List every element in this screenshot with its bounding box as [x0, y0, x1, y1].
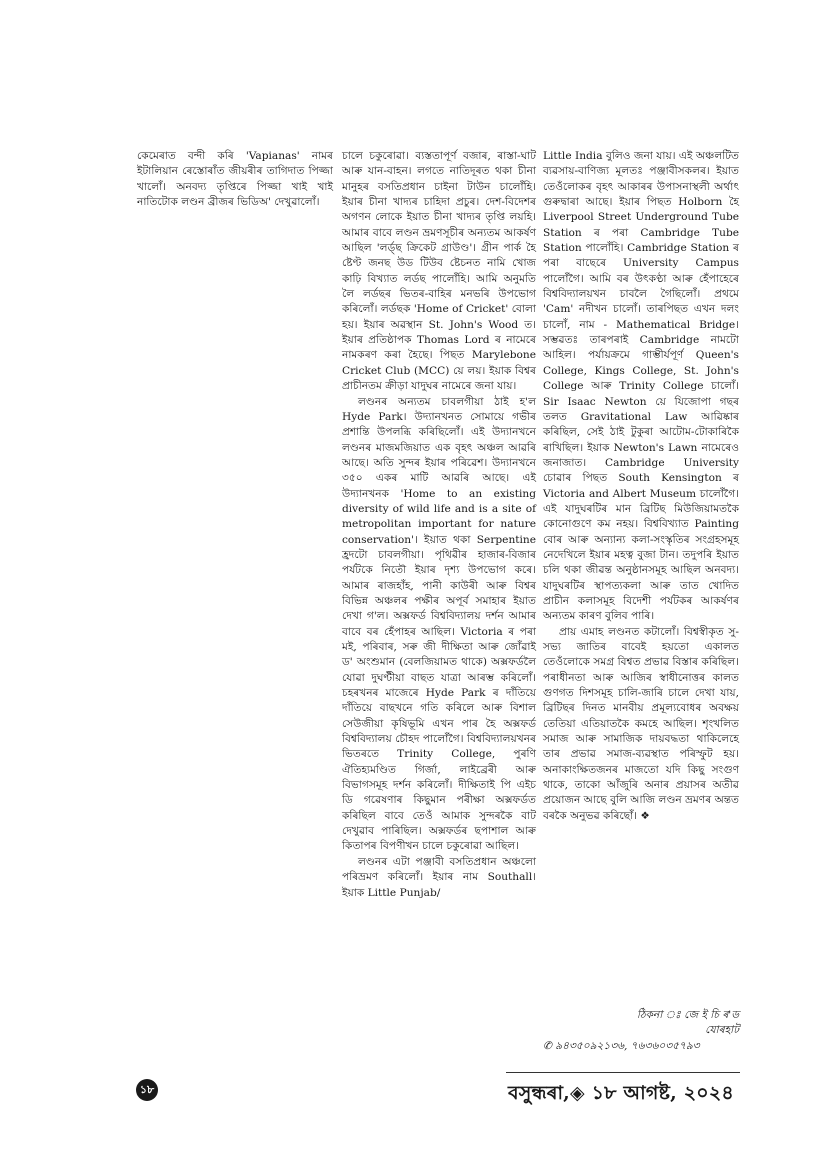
paragraph: লণ্ডনৰ এটা পঞ্জাবী বসতিপ্ৰধান অঞ্চলো পৰিভ্ৰমণ কৰিলোঁ। ইয়াৰ নাম Southall। ইয়াক Little Punjab/ — [342, 855, 536, 899]
address-line: যোৰহাট — [705, 1024, 739, 1037]
paragraph: চালে চকুৰোৱা। ব্যস্ততাপূৰ্ণ বজাৰ, ৰাস্তা-ঘাট আৰু যান-বাহন। লগতে নাতিদূৰত থকা চীনা মানুহৰ বসতিপ্ৰধান চাইনা টাউন চালোঁহি। ইয়াৰ চীনা খাদ্যৰ চাহিদা প্ৰচুৰ। দেশ-বিদেশৰ অগণন লোকে ইয়াত চীনা খাদ্যৰ তৃপ্তি লয়হি। আমাৰ বাবে লণ্ডন ভ্ৰমণসূচীৰ অন্যতম আকৰ্ষণ আছিল 'লৰ্ড্‌ছ ক্ৰিকেট গ্ৰাউণ্ড'। গ্ৰীন পাৰ্ক হৈ ষ্টেণ্ট জনছ উড টিউব ষ্টেচনত নামি খোজ কাঢ়ি বিখ্যাত লৰ্ডছ পালোঁহি। আমি অনুমতি লৈ লৰ্ডছৰ ভিতৰ-বাহিৰ মনভৰি উপভোগ কৰিলোঁ। লৰ্ডছক 'Home of Cricket' বোলা হয়। ইয়াৰ অৱস্থান St. John's Wood ত। ইয়াৰ প্ৰতিষ্ঠাপক Thomas Lord ৰ নামেৰে নামকৰণ কৰা হৈছে। পিছত Marylebone Cricket Club (MCC) য়ে লয়। ইয়াক বিশ্বৰ প্ৰাচীনতম ক্ৰীড়া যাদুঘৰ নামেৰে জনা যায়। — [342, 150, 536, 393]
phone-numbers: ✆ ৯৪৩৫০৯২১৩৬, ৭৬৩৬০৩৫৭৯৩ — [543, 1039, 700, 1052]
author-address — [543, 1008, 739, 1054]
article-column-2 — [342, 149, 536, 901]
paragraph: প্ৰায় এমাহ লণ্ডনত কটালোঁ। বিশ্বস্বীকৃত সু-সভ্য জাতিৰ বাবেই হয়তো একালত তেওঁলোকে সমগ্ৰ বিশ্বত প্ৰভাৱ বিস্তাৰ কৰিছিল। পৰাধীনতা আৰু আজিৰ স্বাধীনোত্তৰ কালত গুণগত দিশসমূহ চালি-জাৰি চালে দেখা যায়, ব্ৰিটিছৰ দিনত মানবীয় প্ৰমূল্যবোধৰ অবক্ষয় তেতিয়া এতিয়াতকৈ কমহে আছিল। শৃংখলিত সমাজ আৰু সামাজিক দায়বদ্ধতা থাকিলেহে তাৰ প্ৰভাৱ সমাজ-ব্যৱস্থাত পৰিস্ফুট হয়। অনাকাংক্ষিতজনৰ মাজতো যদি কিছু সংগুণ থাকে, তাকো আঁজুৰি অনাৰ প্ৰয়াসৰ অতীৱ প্ৰয়োজন আছে বুলি আজি লণ্ডন ভ্ৰমণৰ অন্তত বৰকৈ অনুভৱ কৰিছোঁ। ❖ — [543, 625, 739, 822]
article-column-1 — [137, 149, 333, 210]
magazine-date-footer: বসুন্ধৰা,◈ ১৮ আগষ্ট, ২০২৪ — [508, 1082, 734, 1104]
paragraph: Little India বুলিও জনা যায়। এই অঞ্চলটিত ব্যৱসায়-বাণিজ্য মূলতঃ পঞ্জাবীসকলৰ। ইয়াত তেওঁলোকৰ বৃহৎ আকাৰৰ উপাসনাস্থলী অৰ্থাৎ গুৰুদ্বাৰা আছে। ইয়াৰ পিছত Holborn হৈ Liverpool Street Underground Tube Station ৰ পৰা Cambridge Tube Station পালোঁহি। Cambridge Station ৰ পৰা বাছেৰে University Campus পালোঁগৈ। আমি বৰ উৎকণ্ঠা আৰু হেঁপাহেৰে বিশ্ববিদ্যালয়খন চাবলৈ গৈছিলোঁ। প্ৰথমে 'Cam' নদীখন চালোঁ। তাৰপিছত এখন দলং চালোঁ, নাম - Mathematical Bridge। সম্ভৱতঃ তাৰপৰাই Cambridge নামটো আহিল। পৰ্যায়ক্ৰমে গাম্ভীৰ্যপূৰ্ণ Queen's College, Kings College, St. John's College আৰু Trinity College চালোঁ। Sir Isaac Newton য়ে যিজোপা গছৰ তলত Gravitational Law আৱিষ্কাৰ কৰিছিল, সেই ঠাই টুকুৰা আটোম-টোকাৰিকৈ ৰাখিছিল। ইয়াক Newton's Lawn নামেৰেও জনাজাত। Cambridge University চোৱাৰ পিছত South Kensington ৰ Victoria and Albert Museum চালোঁগৈ। এই যাদুঘৰটিৰ মান ব্ৰিটিছ মিউজিয়ামতকৈ কোনোগুণে কম নহয়। বিশ্ববিখ্যাত Painting বোৰ আৰু অন্যান্য কলা-সংস্কৃতিৰ সংগ্ৰহসমূহ নেদেখিলে ইয়াৰ মহত্ব বুজা টান। তদুপৰি ইয়াত চলি থকা জীৱন্ত অনুষ্ঠানসমূহ আছিল অনবদ্য। যাদুঘৰটিৰ স্থাপত্যকলা আৰু তাত খোদিত প্ৰাচীন কলাসমূহ বিদেশী পৰ্যটকৰ আকৰ্ষণৰ অন্যতম কাৰণ বুলিব পাৰি। — [543, 150, 739, 623]
paragraph: লণ্ডনৰ অন্যতম চাবলগীয়া ঠাই হ'ল Hyde Park। উদ্যানখনত সোমায়ে গভীৰ প্ৰশান্তি উপলব্ধি কৰিছিলোঁ। এই উদ্যানখনে লণ্ডনৰ মাজমজিয়াত এক বৃহৎ অঞ্চল আৱৰি আছে। অতি সুন্দৰ ইয়াৰ পৰিৱেশ। উদ্যানখনে ৩৫০ একৰ মাটি আৱৰি আছে। এই উদ্যানখনক 'Home to an existing diversity of wild life and is a site of metropolitan important for nature conservation'। ইয়াত থকা Serpentine হ্ৰদটো চাবলগীয়া। পৃথিৱীৰ হাজাৰ-বিজাৰ পৰ্যটকে নিতৌ ইয়াৰ দৃশ্য উপভোগ কৰে। আমাৰ ৰাজহাঁহ, পানী কাউৰী আৰু বিশ্বৰ বিভিন্ন অঞ্চলৰ পক্ষীৰ অপূৰ্ব সমাহাৰ ইয়াত দেখা গ'ল। অক্সফৰ্ড বিশ্ববিদ্যালয় দৰ্শন আমাৰ বাবে বৰ হেঁপাহৰ আছিল। Victoria ৰ পৰা মই, পৰিবাৰ, সৰু জী দীক্ষিতা আৰু জোঁৱাই ড' অংশুমান (বেলজিয়ামত থাকে) অক্সফৰ্ডলৈ যোৱা দুঘণ্টীয়া বাছত যাত্ৰা আৰম্ভ কৰিলোঁ। চহৰখনৰ মাজেৰে Hyde Park ৰ দাঁতিয়ে দাঁতিয়ে বাছখনে গতি কৰিলে আৰু বিশাল সেউজীয়া কৃষিভূমি এখন পাৰ হৈ অক্সফৰ্ড বিশ্ববিদ্যালয় চৌহদ পালোঁগৈ। বিশ্ববিদ্যালয়খনৰ ভিতৰতে Trinity College, পুৰণি ঐতিহ্যমণ্ডিত গিৰ্জা, লাইব্ৰেৰী আৰু বিভাগসমূহ দৰ্শন কৰিলোঁ। দীক্ষিতাই পি এইচ ডি গৱেষণাৰ কিছুমান পৰীক্ষা অক্সফৰ্ডত কৰিছিল বাবে তেওঁ আমাক সুন্দৰকৈ বাট দেখুৱাব পাৰিছিল। অক্সফৰ্ডৰ ছপাশাল আৰু কিতাপৰ বিপণীখন চালে চকুৰোৱা আছিল। — [342, 395, 536, 853]
footer-rule — [506, 1072, 740, 1073]
paragraph: কেমেৰাত বন্দী কৰি 'Vapianas' নামৰ ইটালিয়ান ৰেস্তোৰাঁত জীয়ৰীৰ তাগিদাত পিজ্জা খালোঁ। অনবদ্য তৃপ্তিৰে পিজ্জা খাই খাই নাতিটোক লণ্ডন ব্ৰীজৰ ভিডিঅ' দেখুৱালোঁ। — [137, 150, 333, 209]
page-number-badge: ১৮ — [136, 1079, 158, 1101]
address-line: ঠিকনা ঃ জে ই চি ৰ'ড — [636, 1009, 739, 1021]
article-column-3 — [543, 149, 739, 824]
